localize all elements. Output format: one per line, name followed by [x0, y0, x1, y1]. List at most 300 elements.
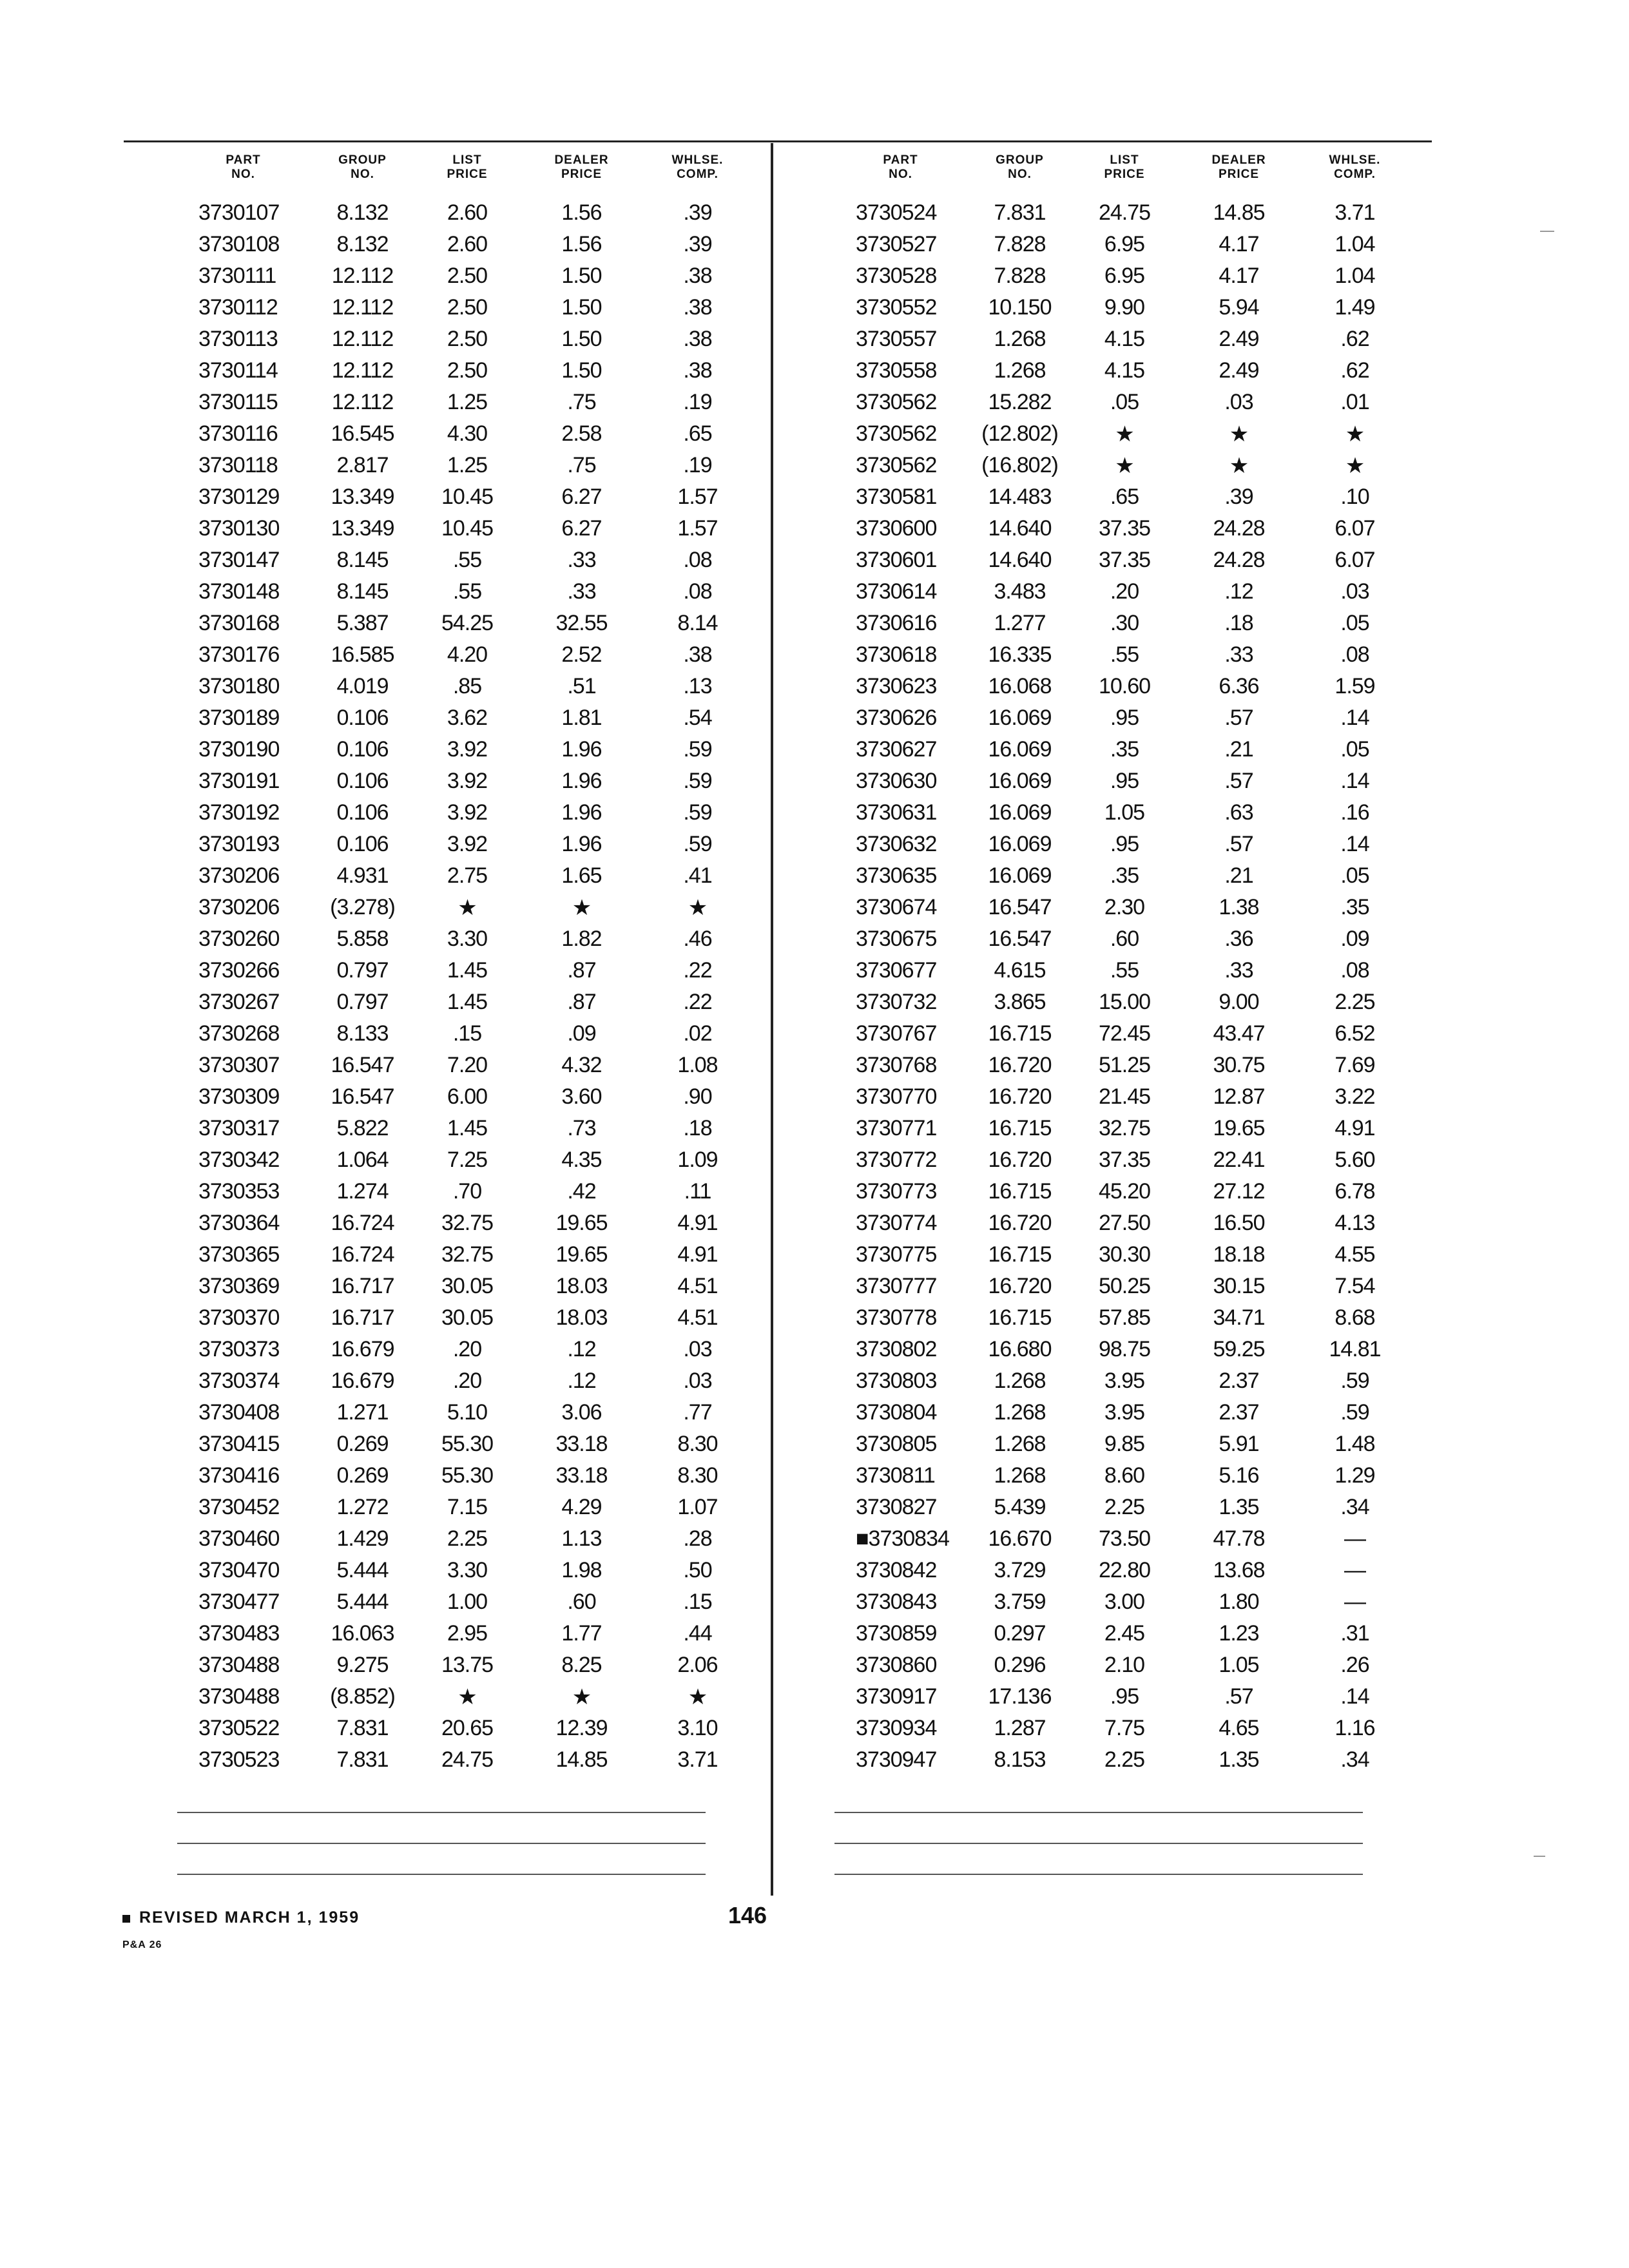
part-no-cell: 3730775	[856, 1242, 937, 1267]
group-no-cell: 16.068	[988, 674, 1052, 698]
part-no-cell: 3730260	[198, 927, 280, 951]
dealer-price-cell: 8.25	[561, 1653, 602, 1677]
table-row	[831, 1460, 1411, 1492]
whlse-comp-cell: 4.91	[1335, 1116, 1375, 1140]
whlse-comp-cell: .59	[683, 769, 712, 793]
part-no-cell: 3730190	[198, 737, 280, 762]
part-no-cell: 3730635	[856, 863, 937, 888]
part-no-cell: 3730206	[198, 895, 280, 919]
dealer-price-cell: 3.60	[561, 1084, 602, 1109]
dealer-price-cell: .57	[1224, 832, 1253, 856]
part-no-cell: 3730266	[198, 958, 280, 983]
group-no-cell: 1.271	[336, 1400, 389, 1425]
table-row	[174, 860, 754, 892]
part-no-cell: 3730168	[198, 611, 280, 635]
group-no-cell: 16.715	[988, 1021, 1052, 1046]
blank-rule	[834, 1874, 1363, 1875]
table-row	[831, 1618, 1411, 1649]
group-no-cell: 12.112	[331, 358, 394, 383]
dealer-price-cell: 18.03	[555, 1274, 608, 1298]
list-price-cell: 1.00	[447, 1590, 488, 1614]
dealer-price-cell: 5.94	[1219, 295, 1259, 320]
group-no-cell: 16.715	[988, 1305, 1052, 1330]
group-no-cell: 4.615	[994, 958, 1046, 983]
list-price-cell: 3.62	[447, 706, 488, 730]
table-row	[831, 1555, 1411, 1586]
list-price-cell: 7.75	[1104, 1716, 1145, 1740]
dealer-price-cell: 2.52	[561, 642, 602, 667]
whlse-comp-cell: 1.57	[677, 485, 718, 509]
list-price-cell: 27.50	[1098, 1211, 1151, 1235]
list-price-cell: 9.90	[1104, 295, 1145, 320]
list-price-cell: 9.85	[1104, 1432, 1145, 1456]
dealer-price-cell: 14.85	[555, 1747, 608, 1772]
table-row	[174, 323, 754, 355]
group-no-cell: 17.136	[988, 1684, 1052, 1709]
dealer-price-cell: .18	[1224, 611, 1253, 635]
group-no-cell: 16.680	[988, 1337, 1052, 1361]
part-no-cell: 3730191	[198, 769, 280, 793]
part-no-cell: 3730114	[198, 358, 278, 383]
whlse-comp-cell: 1.29	[1335, 1463, 1375, 1488]
table-row	[174, 797, 754, 829]
whlse-comp-cell: 1.07	[677, 1495, 718, 1519]
dealer-price-cell: .60	[567, 1590, 596, 1614]
group-no-cell: 7.831	[994, 200, 1046, 225]
right-price-table	[831, 153, 1411, 1776]
group-no-cell: 0.269	[336, 1432, 389, 1456]
table-row	[174, 1239, 754, 1271]
table-row	[174, 923, 754, 955]
table-row	[174, 639, 754, 671]
group-no-cell: 5.858	[336, 927, 389, 951]
group-no-cell: (12.802)	[981, 421, 1058, 446]
table-row	[831, 1113, 1411, 1144]
table-row	[831, 513, 1411, 544]
whlse-comp-cell: .59	[1340, 1369, 1369, 1393]
group-no-cell: 16.679	[331, 1337, 394, 1361]
part-no-cell: 3730108	[198, 232, 280, 256]
whlse-comp-cell: .02	[683, 1021, 712, 1046]
list-price-cell: 3.30	[447, 1558, 488, 1582]
part-no-cell: 3730364	[198, 1211, 280, 1235]
list-price-cell: 37.35	[1098, 548, 1151, 572]
part-no-cell: 3730675	[856, 927, 937, 951]
table-row	[174, 1681, 754, 1713]
list-price-cell: .95	[1110, 706, 1139, 730]
blank-rule	[177, 1843, 706, 1844]
dealer-price-cell: 1.96	[561, 737, 602, 762]
whlse-comp-cell: .59	[683, 832, 712, 856]
part-no-cell: 3730353	[198, 1179, 280, 1204]
whlse-comp-cell: .59	[683, 737, 712, 762]
group-no-cell: 16.724	[331, 1211, 394, 1235]
part-no-cell: 3730370	[198, 1305, 280, 1330]
group-no-cell: 14.483	[988, 485, 1052, 509]
dealer-price-cell: 1.65	[561, 863, 602, 888]
revision-note: REVISED MARCH 1, 1959	[122, 1908, 360, 1927]
group-no-cell: 16.585	[331, 642, 394, 667]
group-no-cell: 0.106	[336, 832, 389, 856]
group-no-cell: 16.069	[988, 863, 1052, 888]
whlse-comp-cell: 14.81	[1329, 1337, 1381, 1361]
list-price-cell: .70	[452, 1179, 482, 1204]
part-no-cell: ■3730834	[856, 1526, 949, 1551]
list-price-cell: 24.75	[1098, 200, 1151, 225]
part-no-cell: 3730772	[856, 1148, 937, 1172]
group-no-cell: 4.019	[336, 674, 389, 698]
dealer-price-cell: 1.50	[561, 264, 602, 288]
part-no-cell: 3730842	[856, 1558, 937, 1582]
part-no-cell: 3730176	[198, 642, 280, 667]
table-row	[174, 1207, 754, 1239]
list-price-cell: 2.60	[447, 200, 488, 225]
group-no-cell: 16.715	[988, 1242, 1052, 1267]
whlse-comp-cell: .19	[683, 390, 712, 414]
list-price-cell: 8.60	[1104, 1463, 1145, 1488]
list-price-cell: 4.15	[1104, 327, 1145, 351]
group-no-cell: 16.715	[988, 1116, 1052, 1140]
group-no-cell: 7.828	[994, 232, 1046, 256]
dealer-price-cell: 14.85	[1213, 200, 1265, 225]
group-no-cell: 1.268	[994, 1369, 1046, 1393]
part-no-cell: 3730483	[198, 1621, 280, 1646]
list-price-cell: .95	[1110, 769, 1139, 793]
part-no-cell: 3730111	[198, 264, 276, 288]
dealer-price-cell: 6.27	[561, 516, 602, 541]
dealer-price-cell: ★	[572, 1684, 592, 1709]
whlse-comp-cell: .10	[1340, 485, 1369, 509]
whlse-comp-cell: —	[1344, 1558, 1365, 1582]
table-row	[174, 1428, 754, 1460]
table-row	[174, 608, 754, 639]
group-no-cell: 1.268	[994, 358, 1046, 383]
list-price-cell: .85	[452, 674, 482, 698]
list-price-cell: 6.95	[1104, 232, 1145, 256]
list-price-cell: .65	[1110, 485, 1139, 509]
table-row	[174, 955, 754, 986]
group-no-cell: 8.132	[336, 232, 389, 256]
group-no-cell: 16.679	[331, 1369, 394, 1393]
list-price-cell: .30	[1110, 611, 1139, 635]
whlse-comp-cell: .14	[1340, 1684, 1369, 1709]
column-divider	[771, 143, 773, 1896]
dealer-price-cell: 6.27	[561, 485, 602, 509]
whlse-comp-cell: .65	[683, 421, 712, 446]
part-no-cell: 3730557	[856, 327, 937, 351]
group-no-cell: 7.831	[336, 1747, 389, 1772]
dealer-price-cell: 33.18	[555, 1432, 608, 1456]
list-price-cell: 98.75	[1098, 1337, 1151, 1361]
dealer-price-cell: 22.41	[1213, 1148, 1265, 1172]
dealer-price-cell: 4.32	[561, 1053, 602, 1077]
whlse-comp-cell: 3.71	[1335, 200, 1375, 225]
list-price-cell: 2.25	[447, 1526, 488, 1551]
part-no-cell: 3730811	[856, 1463, 935, 1488]
dealer-price-cell: 1.23	[1219, 1621, 1259, 1646]
table-row	[174, 1334, 754, 1365]
whlse-comp-cell: .44	[683, 1621, 712, 1646]
group-no-cell: 16.069	[988, 706, 1052, 730]
dealer-price-cell: 34.71	[1213, 1305, 1265, 1330]
part-no-cell: 3730562	[856, 453, 937, 477]
group-no-cell: 16.720	[988, 1053, 1052, 1077]
table-row	[174, 1523, 754, 1555]
group-no-cell: 15.282	[988, 390, 1052, 414]
whlse-comp-cell: 2.06	[677, 1653, 718, 1677]
header-whlse-comp: WHLSE. COMP.	[671, 153, 724, 181]
part-no-cell: 3730369	[198, 1274, 280, 1298]
whlse-comp-cell: 1.16	[1335, 1716, 1375, 1740]
group-no-cell: 16.715	[988, 1179, 1052, 1204]
whlse-comp-cell: .01	[1340, 390, 1369, 414]
part-no-cell: 3730107	[198, 200, 280, 225]
part-no-cell: 3730488	[198, 1684, 280, 1709]
dealer-price-cell: .03	[1224, 390, 1253, 414]
whlse-comp-cell: .09	[1340, 927, 1369, 951]
header-part-no: PART NO.	[226, 153, 261, 181]
dealer-price-cell: .75	[567, 390, 596, 414]
dealer-price-cell: 6.36	[1219, 674, 1259, 698]
list-price-cell: 2.50	[447, 264, 488, 288]
table-row	[174, 1018, 754, 1050]
table-row	[831, 355, 1411, 387]
list-price-cell: 6.00	[447, 1084, 488, 1109]
table-row	[831, 829, 1411, 860]
list-price-cell: 3.00	[1104, 1590, 1145, 1614]
whlse-comp-cell: .14	[1340, 706, 1369, 730]
whlse-comp-cell: .38	[683, 327, 712, 351]
part-no-cell: 3730524	[856, 200, 937, 225]
whlse-comp-cell: 4.51	[677, 1305, 718, 1330]
list-price-cell: 37.35	[1098, 1148, 1151, 1172]
whlse-comp-cell: —	[1344, 1590, 1365, 1614]
table-row	[831, 1302, 1411, 1334]
part-no-cell: 3730342	[198, 1148, 280, 1172]
list-price-cell: 3.92	[447, 737, 488, 762]
part-no-cell: 3730631	[856, 800, 937, 825]
dealer-price-cell: .12	[567, 1337, 596, 1361]
group-no-cell: 0.296	[994, 1653, 1046, 1677]
table-row	[831, 1523, 1411, 1555]
part-no-cell: 3730600	[856, 516, 937, 541]
list-price-cell: 4.15	[1104, 358, 1145, 383]
whlse-comp-cell: .38	[683, 642, 712, 667]
dealer-price-cell: ★	[1229, 421, 1249, 447]
table-row	[174, 450, 754, 481]
dealer-price-cell: .75	[567, 453, 596, 477]
group-no-cell: 16.724	[331, 1242, 394, 1267]
group-no-cell: 5.439	[994, 1495, 1046, 1519]
table-row	[174, 671, 754, 702]
whlse-comp-cell: .28	[683, 1526, 712, 1551]
dealer-price-cell: .33	[567, 579, 596, 604]
part-no-cell: 3730771	[856, 1116, 937, 1140]
part-no-cell: 3730116	[198, 421, 278, 446]
dealer-price-cell: ★	[1229, 453, 1249, 478]
list-price-cell: .20	[452, 1369, 482, 1393]
list-price-cell: .20	[452, 1337, 482, 1361]
part-no-cell: 3730768	[856, 1053, 937, 1077]
group-no-cell: 7.828	[994, 264, 1046, 288]
list-price-cell: 55.30	[441, 1432, 494, 1456]
table-row	[174, 829, 754, 860]
dealer-price-cell: 19.65	[555, 1211, 608, 1235]
table-row	[174, 1081, 754, 1113]
group-no-cell: 16.063	[331, 1621, 394, 1646]
whlse-comp-cell: 8.30	[677, 1463, 718, 1488]
table-row	[174, 292, 754, 323]
whlse-comp-cell: .39	[683, 200, 712, 225]
list-price-cell: 2.45	[1104, 1621, 1145, 1646]
table-row	[831, 1271, 1411, 1302]
dealer-price-cell: 4.35	[561, 1148, 602, 1172]
whlse-comp-cell: 8.14	[677, 611, 718, 635]
table-row	[831, 1018, 1411, 1050]
list-price-cell: 72.45	[1098, 1021, 1151, 1046]
part-no-cell: 3730614	[856, 579, 937, 604]
group-no-cell: 16.545	[331, 421, 394, 446]
list-price-cell: 6.95	[1104, 264, 1145, 288]
group-no-cell: 16.720	[988, 1084, 1052, 1109]
group-no-cell: 2.817	[336, 453, 389, 477]
list-price-cell: .95	[1110, 832, 1139, 856]
table-row	[174, 387, 754, 418]
whlse-comp-cell: 2.25	[1335, 990, 1375, 1014]
dealer-price-cell: 43.47	[1213, 1021, 1265, 1046]
dealer-price-cell: .39	[1224, 485, 1253, 509]
part-no-cell: 3730118	[198, 453, 278, 477]
whlse-comp-cell: .14	[1340, 769, 1369, 793]
table-row	[831, 1239, 1411, 1271]
list-price-cell: 3.92	[447, 769, 488, 793]
list-price-cell: 54.25	[441, 611, 494, 635]
list-price-cell: 1.25	[447, 390, 488, 414]
table-row	[831, 1492, 1411, 1523]
group-no-cell: 1.268	[994, 1463, 1046, 1488]
group-no-cell: 0.106	[336, 800, 389, 825]
table-row	[831, 1144, 1411, 1176]
dealer-price-cell: .33	[1224, 958, 1253, 983]
group-no-cell: 8.153	[994, 1747, 1046, 1772]
table-row	[174, 1492, 754, 1523]
part-no-cell: 3730113	[198, 327, 278, 351]
revision-marker-icon	[122, 1915, 130, 1923]
part-no-cell: 3730616	[856, 611, 937, 635]
whlse-comp-cell: 4.91	[677, 1211, 718, 1235]
whlse-comp-cell: 4.55	[1335, 1242, 1375, 1267]
table-row	[174, 576, 754, 608]
table-row	[174, 986, 754, 1018]
table-row	[174, 197, 754, 229]
part-no-cell: 3730193	[198, 832, 280, 856]
dealer-price-cell: 19.65	[1213, 1116, 1265, 1140]
list-price-cell: 2.60	[447, 232, 488, 256]
whlse-comp-cell: .15	[683, 1590, 712, 1614]
dealer-price-cell: 4.17	[1219, 264, 1259, 288]
table-row	[174, 1365, 754, 1397]
list-price-cell: .15	[452, 1021, 482, 1046]
table-row	[174, 734, 754, 765]
part-no-cell: 3730674	[856, 895, 937, 919]
table-row	[174, 1649, 754, 1681]
dealer-price-cell: 13.68	[1213, 1558, 1265, 1582]
header-whlse-comp: WHLSE. COMP.	[1329, 153, 1381, 181]
part-no-cell: 3730129	[198, 485, 280, 509]
list-price-cell: 7.15	[447, 1495, 488, 1519]
whlse-comp-cell: 1.57	[677, 516, 718, 541]
dealer-price-cell: 4.29	[561, 1495, 602, 1519]
dealer-price-cell: .57	[1224, 706, 1253, 730]
list-price-cell: 2.50	[447, 358, 488, 383]
header-part-no: PART NO.	[883, 153, 918, 181]
whlse-comp-cell: 6.52	[1335, 1021, 1375, 1046]
whlse-comp-cell: 1.08	[677, 1053, 718, 1077]
table-row	[174, 1144, 754, 1176]
whlse-comp-cell: .62	[1340, 358, 1369, 383]
table-row	[831, 229, 1411, 260]
table-row	[174, 1460, 754, 1492]
part-no-cell: 3730452	[198, 1495, 280, 1519]
whlse-comp-cell: .03	[1340, 579, 1369, 604]
dealer-price-cell: .57	[1224, 769, 1253, 793]
dealer-price-cell: 24.28	[1213, 516, 1265, 541]
left-table-header	[174, 153, 754, 193]
dealer-price-cell: 2.58	[561, 421, 602, 446]
table-row	[174, 1113, 754, 1144]
table-row	[831, 576, 1411, 608]
group-no-cell: 1.268	[994, 1400, 1046, 1425]
list-price-cell: 37.35	[1098, 516, 1151, 541]
group-no-cell: 3.729	[994, 1558, 1046, 1582]
group-no-cell: 0.269	[336, 1463, 389, 1488]
whlse-comp-cell: ★	[688, 895, 708, 920]
dealer-price-cell: .51	[567, 674, 596, 698]
group-no-cell: 14.640	[988, 516, 1052, 541]
whlse-comp-cell: .05	[1340, 611, 1369, 635]
whlse-comp-cell: .35	[1340, 895, 1369, 919]
list-price-cell: 1.25	[447, 453, 488, 477]
part-no-cell: 3730523	[198, 1747, 280, 1772]
list-price-cell: .55	[452, 548, 482, 572]
dealer-price-cell: .73	[567, 1116, 596, 1140]
table-row	[831, 1081, 1411, 1113]
part-no-cell: 3730623	[856, 674, 937, 698]
dealer-price-cell: 1.81	[561, 706, 602, 730]
dealer-price-cell: 1.50	[561, 358, 602, 383]
list-price-cell: 3.95	[1104, 1369, 1145, 1393]
group-no-cell: 0.797	[336, 990, 389, 1014]
dealer-price-cell: .21	[1224, 737, 1253, 762]
dealer-price-cell: 1.13	[561, 1526, 602, 1551]
dealer-price-cell: 5.16	[1219, 1463, 1259, 1488]
table-row	[831, 639, 1411, 671]
whlse-comp-cell: 4.13	[1335, 1211, 1375, 1235]
dealer-price-cell: .21	[1224, 863, 1253, 888]
table-row	[174, 1397, 754, 1428]
group-no-cell: 16.335	[988, 642, 1052, 667]
whlse-comp-cell: 7.69	[1335, 1053, 1375, 1077]
dealer-price-cell: 2.37	[1219, 1369, 1259, 1393]
whlse-comp-cell: .03	[683, 1337, 712, 1361]
table-row	[831, 955, 1411, 986]
group-no-cell: 13.349	[331, 485, 394, 509]
whlse-comp-cell: .34	[1340, 1747, 1369, 1772]
dealer-price-cell: 1.50	[561, 327, 602, 351]
table-row	[831, 1050, 1411, 1081]
table-row	[831, 292, 1411, 323]
whlse-comp-cell: .50	[683, 1558, 712, 1582]
